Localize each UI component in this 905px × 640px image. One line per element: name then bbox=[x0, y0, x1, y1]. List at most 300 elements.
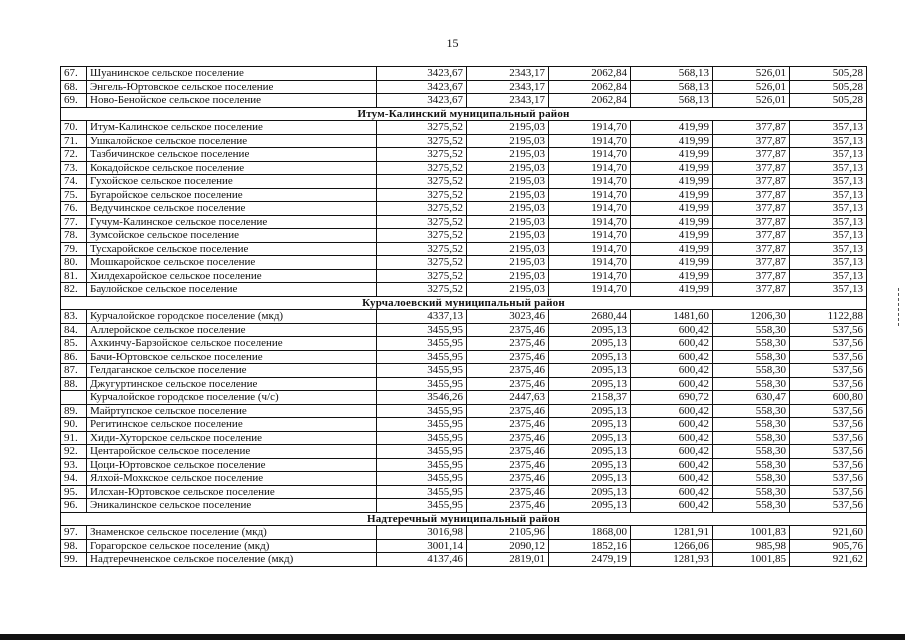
value-cell: 3455,95 bbox=[377, 377, 467, 391]
section-title: Надтеречный муниципальный район bbox=[61, 512, 867, 526]
row-number bbox=[61, 391, 87, 405]
value-cell: 357,13 bbox=[790, 121, 867, 135]
value-cell: 2375,46 bbox=[467, 458, 549, 472]
value-cell: 526,01 bbox=[713, 67, 790, 81]
value-cell: 3275,52 bbox=[377, 242, 467, 256]
value-cell: 2375,46 bbox=[467, 364, 549, 378]
scan-margin-marks bbox=[898, 288, 901, 326]
value-cell: 1868,00 bbox=[549, 526, 631, 540]
value-cell: 419,99 bbox=[631, 161, 713, 175]
settlement-name: Ахкинчу-Барзойское сельское поселение bbox=[87, 337, 377, 351]
value-cell: 1914,70 bbox=[549, 148, 631, 162]
value-cell: 3275,52 bbox=[377, 134, 467, 148]
value-cell: 1914,70 bbox=[549, 229, 631, 243]
value-cell: 3546,26 bbox=[377, 391, 467, 405]
value-cell: 357,13 bbox=[790, 188, 867, 202]
value-cell: 537,56 bbox=[790, 485, 867, 499]
value-cell: 2095,13 bbox=[549, 472, 631, 486]
value-cell: 2195,03 bbox=[467, 229, 549, 243]
value-cell: 1206,30 bbox=[713, 310, 790, 324]
value-cell: 2375,46 bbox=[467, 499, 549, 513]
value-cell: 419,99 bbox=[631, 215, 713, 229]
value-cell: 2158,37 bbox=[549, 391, 631, 405]
row-number: 92. bbox=[61, 445, 87, 459]
value-cell: 1914,70 bbox=[549, 188, 631, 202]
table-row bbox=[61, 391, 867, 405]
value-cell: 2195,03 bbox=[467, 148, 549, 162]
settlement-name: Гучум-Калинское сельское поселение bbox=[87, 215, 377, 229]
value-cell: 600,42 bbox=[631, 458, 713, 472]
value-cell: 357,13 bbox=[790, 229, 867, 243]
value-cell: 1281,93 bbox=[631, 553, 713, 567]
row-number: 69. bbox=[61, 94, 87, 108]
settlement-name: Энгель-Юртовское сельское поселение bbox=[87, 80, 377, 94]
value-cell: 2195,03 bbox=[467, 202, 549, 216]
row-number: 78. bbox=[61, 229, 87, 243]
settlement-name: Эникалинское сельское поселение bbox=[87, 499, 377, 513]
value-cell: 3275,52 bbox=[377, 283, 467, 297]
value-cell: 537,56 bbox=[790, 499, 867, 513]
value-cell: 1914,70 bbox=[549, 242, 631, 256]
value-cell: 419,99 bbox=[631, 175, 713, 189]
value-cell: 3275,52 bbox=[377, 161, 467, 175]
value-cell: 905,76 bbox=[790, 539, 867, 553]
value-cell: 1481,60 bbox=[631, 310, 713, 324]
value-cell: 558,30 bbox=[713, 364, 790, 378]
value-cell: 2375,46 bbox=[467, 377, 549, 391]
value-cell: 921,62 bbox=[790, 553, 867, 567]
settlement-name: Аллеройское сельское поселение bbox=[87, 323, 377, 337]
value-cell: 1001,85 bbox=[713, 553, 790, 567]
section-title: Курчалоевский муниципальный район bbox=[61, 296, 867, 310]
table-row bbox=[61, 94, 867, 108]
value-cell: 419,99 bbox=[631, 256, 713, 270]
value-cell: 2375,46 bbox=[467, 431, 549, 445]
settlement-name: Тусхаройское сельское поселение bbox=[87, 242, 377, 256]
value-cell: 3275,52 bbox=[377, 121, 467, 135]
value-cell: 568,13 bbox=[631, 94, 713, 108]
table-row bbox=[61, 310, 867, 324]
row-number: 87. bbox=[61, 364, 87, 378]
settlement-name: Надтеречненское сельское поселение (мкд) bbox=[87, 553, 377, 567]
row-number: 82. bbox=[61, 283, 87, 297]
table-row bbox=[61, 418, 867, 432]
value-cell: 2375,46 bbox=[467, 445, 549, 459]
value-cell: 419,99 bbox=[631, 188, 713, 202]
value-cell: 568,13 bbox=[631, 80, 713, 94]
value-cell: 357,13 bbox=[790, 269, 867, 283]
value-cell: 526,01 bbox=[713, 80, 790, 94]
value-cell: 419,99 bbox=[631, 134, 713, 148]
row-number: 72. bbox=[61, 148, 87, 162]
row-number: 97. bbox=[61, 526, 87, 540]
value-cell: 2375,46 bbox=[467, 472, 549, 486]
value-cell: 2195,03 bbox=[467, 188, 549, 202]
value-cell: 2195,03 bbox=[467, 242, 549, 256]
table-row bbox=[61, 553, 867, 567]
value-cell: 558,30 bbox=[713, 404, 790, 418]
value-cell: 3016,98 bbox=[377, 526, 467, 540]
value-cell: 3275,52 bbox=[377, 256, 467, 270]
settlement-name: Бачи-Юртовское сельское поселение bbox=[87, 350, 377, 364]
value-cell: 600,42 bbox=[631, 404, 713, 418]
table-row bbox=[61, 350, 867, 364]
value-cell: 537,56 bbox=[790, 418, 867, 432]
section-header-row bbox=[61, 296, 867, 310]
value-cell: 690,72 bbox=[631, 391, 713, 405]
value-cell: 558,30 bbox=[713, 350, 790, 364]
value-cell: 537,56 bbox=[790, 445, 867, 459]
settlement-name: Баулойское сельское поселение bbox=[87, 283, 377, 297]
value-cell: 377,87 bbox=[713, 202, 790, 216]
value-cell: 2195,03 bbox=[467, 175, 549, 189]
value-cell: 2343,17 bbox=[467, 80, 549, 94]
value-cell: 568,13 bbox=[631, 67, 713, 81]
settlement-name: Горагорское сельское поселение (мкд) bbox=[87, 539, 377, 553]
value-cell: 377,87 bbox=[713, 134, 790, 148]
value-cell: 357,13 bbox=[790, 215, 867, 229]
value-cell: 600,42 bbox=[631, 323, 713, 337]
value-cell: 377,87 bbox=[713, 121, 790, 135]
settlement-name: Цоци-Юртовское сельское поселение bbox=[87, 458, 377, 472]
value-cell: 537,56 bbox=[790, 431, 867, 445]
value-cell: 377,87 bbox=[713, 269, 790, 283]
table-row bbox=[61, 175, 867, 189]
table-row bbox=[61, 431, 867, 445]
value-cell: 1914,70 bbox=[549, 121, 631, 135]
table-row bbox=[61, 526, 867, 540]
value-cell: 600,42 bbox=[631, 472, 713, 486]
table-row bbox=[61, 80, 867, 94]
value-cell: 2095,13 bbox=[549, 499, 631, 513]
value-cell: 2095,13 bbox=[549, 458, 631, 472]
value-cell: 1122,88 bbox=[790, 310, 867, 324]
row-number: 93. bbox=[61, 458, 87, 472]
settlement-name: Ново-Бенойское сельское поселение bbox=[87, 94, 377, 108]
value-cell: 377,87 bbox=[713, 283, 790, 297]
value-cell: 2095,13 bbox=[549, 337, 631, 351]
value-cell: 600,42 bbox=[631, 499, 713, 513]
settlement-name: Зумсойское сельское поселение bbox=[87, 229, 377, 243]
value-cell: 526,01 bbox=[713, 94, 790, 108]
value-cell: 3423,67 bbox=[377, 67, 467, 81]
row-number: 80. bbox=[61, 256, 87, 270]
value-cell: 2195,03 bbox=[467, 283, 549, 297]
settlement-name: Знаменское сельское поселение (мкд) bbox=[87, 526, 377, 540]
value-cell: 558,30 bbox=[713, 472, 790, 486]
value-cell: 2095,13 bbox=[549, 404, 631, 418]
value-cell: 505,28 bbox=[790, 67, 867, 81]
table-row bbox=[61, 148, 867, 162]
value-cell: 3455,95 bbox=[377, 364, 467, 378]
value-cell: 921,60 bbox=[790, 526, 867, 540]
value-cell: 3455,95 bbox=[377, 485, 467, 499]
value-cell: 357,13 bbox=[790, 161, 867, 175]
value-cell: 3275,52 bbox=[377, 148, 467, 162]
value-cell: 1914,70 bbox=[549, 215, 631, 229]
value-cell: 377,87 bbox=[713, 175, 790, 189]
table-row bbox=[61, 242, 867, 256]
table-row bbox=[61, 202, 867, 216]
table-row bbox=[61, 134, 867, 148]
row-number: 99. bbox=[61, 553, 87, 567]
row-number: 75. bbox=[61, 188, 87, 202]
value-cell: 505,28 bbox=[790, 80, 867, 94]
row-number: 91. bbox=[61, 431, 87, 445]
row-number: 95. bbox=[61, 485, 87, 499]
value-cell: 2375,46 bbox=[467, 485, 549, 499]
value-cell: 419,99 bbox=[631, 202, 713, 216]
table-row bbox=[61, 404, 867, 418]
value-cell: 419,99 bbox=[631, 283, 713, 297]
value-cell: 600,42 bbox=[631, 337, 713, 351]
value-cell: 357,13 bbox=[790, 175, 867, 189]
value-cell: 3275,52 bbox=[377, 215, 467, 229]
value-cell: 377,87 bbox=[713, 242, 790, 256]
value-cell: 2095,13 bbox=[549, 323, 631, 337]
value-cell: 537,56 bbox=[790, 364, 867, 378]
value-cell: 1914,70 bbox=[549, 256, 631, 270]
table-row bbox=[61, 337, 867, 351]
settlement-name: Гухойское сельское поселение bbox=[87, 175, 377, 189]
settlement-name: Хиди-Хуторское сельское поселение bbox=[87, 431, 377, 445]
value-cell: 3001,14 bbox=[377, 539, 467, 553]
value-cell: 419,99 bbox=[631, 242, 713, 256]
value-cell: 2095,13 bbox=[549, 485, 631, 499]
table-row bbox=[61, 458, 867, 472]
value-cell: 2343,17 bbox=[467, 67, 549, 81]
table-row bbox=[61, 121, 867, 135]
value-cell: 1266,06 bbox=[631, 539, 713, 553]
value-cell: 537,56 bbox=[790, 337, 867, 351]
value-cell: 3275,52 bbox=[377, 188, 467, 202]
value-cell: 2095,13 bbox=[549, 431, 631, 445]
value-cell: 2343,17 bbox=[467, 94, 549, 108]
value-cell: 3455,95 bbox=[377, 418, 467, 432]
value-cell: 600,42 bbox=[631, 377, 713, 391]
value-cell: 1914,70 bbox=[549, 175, 631, 189]
table-row bbox=[61, 377, 867, 391]
table-row bbox=[61, 161, 867, 175]
value-cell: 1914,70 bbox=[549, 134, 631, 148]
table-row bbox=[61, 269, 867, 283]
table-row bbox=[61, 539, 867, 553]
row-number: 98. bbox=[61, 539, 87, 553]
value-cell: 1281,91 bbox=[631, 526, 713, 540]
value-cell: 357,13 bbox=[790, 283, 867, 297]
settlement-name: Джугуртинское сельское поселение bbox=[87, 377, 377, 391]
value-cell: 2195,03 bbox=[467, 256, 549, 270]
row-number: 68. bbox=[61, 80, 87, 94]
value-cell: 3423,67 bbox=[377, 94, 467, 108]
table-row bbox=[61, 256, 867, 270]
value-cell: 357,13 bbox=[790, 134, 867, 148]
value-cell: 537,56 bbox=[790, 404, 867, 418]
row-number: 89. bbox=[61, 404, 87, 418]
value-cell: 2195,03 bbox=[467, 134, 549, 148]
value-cell: 357,13 bbox=[790, 202, 867, 216]
value-cell: 3455,95 bbox=[377, 337, 467, 351]
value-cell: 2680,44 bbox=[549, 310, 631, 324]
value-cell: 630,47 bbox=[713, 391, 790, 405]
value-cell: 505,28 bbox=[790, 94, 867, 108]
table-row bbox=[61, 67, 867, 81]
value-cell: 4337,13 bbox=[377, 310, 467, 324]
value-cell: 600,42 bbox=[631, 485, 713, 499]
value-cell: 600,42 bbox=[631, 431, 713, 445]
value-cell: 419,99 bbox=[631, 229, 713, 243]
value-cell: 558,30 bbox=[713, 499, 790, 513]
settlement-name: Гелдаганское сельское поселение bbox=[87, 364, 377, 378]
settlement-name: Мошкаройское сельское поселение bbox=[87, 256, 377, 270]
value-cell: 2195,03 bbox=[467, 121, 549, 135]
section-title: Итум-Калинский муниципальный район bbox=[61, 107, 867, 121]
value-cell: 2195,03 bbox=[467, 269, 549, 283]
scan-bottom-edge bbox=[0, 634, 905, 640]
table-row bbox=[61, 499, 867, 513]
table-row bbox=[61, 445, 867, 459]
value-cell: 600,42 bbox=[631, 445, 713, 459]
value-cell: 3275,52 bbox=[377, 175, 467, 189]
row-number: 81. bbox=[61, 269, 87, 283]
row-number: 71. bbox=[61, 134, 87, 148]
table-row bbox=[61, 229, 867, 243]
settlement-name: Илсхан-Юртовское сельское поселение bbox=[87, 485, 377, 499]
value-cell: 377,87 bbox=[713, 148, 790, 162]
value-cell: 3023,46 bbox=[467, 310, 549, 324]
value-cell: 3455,95 bbox=[377, 431, 467, 445]
value-cell: 2375,46 bbox=[467, 418, 549, 432]
table-row bbox=[61, 472, 867, 486]
row-number: 76. bbox=[61, 202, 87, 216]
value-cell: 558,30 bbox=[713, 418, 790, 432]
value-cell: 3455,95 bbox=[377, 323, 467, 337]
value-cell: 558,30 bbox=[713, 445, 790, 459]
row-number: 74. bbox=[61, 175, 87, 189]
page-number: 15 bbox=[446, 36, 459, 50]
value-cell: 419,99 bbox=[631, 121, 713, 135]
row-number: 85. bbox=[61, 337, 87, 351]
value-cell: 1852,16 bbox=[549, 539, 631, 553]
value-cell: 3423,67 bbox=[377, 80, 467, 94]
settlement-name: Ялхой-Мохкское сельское поселение bbox=[87, 472, 377, 486]
value-cell: 2195,03 bbox=[467, 161, 549, 175]
table-row bbox=[61, 188, 867, 202]
value-cell: 537,56 bbox=[790, 377, 867, 391]
value-cell: 2095,13 bbox=[549, 445, 631, 459]
section-header-row bbox=[61, 512, 867, 526]
value-cell: 2095,13 bbox=[549, 350, 631, 364]
value-cell: 537,56 bbox=[790, 323, 867, 337]
tariff-table bbox=[60, 66, 867, 567]
value-cell: 2095,13 bbox=[549, 364, 631, 378]
value-cell: 357,13 bbox=[790, 242, 867, 256]
settlement-name: Шуанинское сельское поселение bbox=[87, 67, 377, 81]
value-cell: 377,87 bbox=[713, 256, 790, 270]
settlement-name: Кокадойское сельское поселение bbox=[87, 161, 377, 175]
row-number: 73. bbox=[61, 161, 87, 175]
value-cell: 2447,63 bbox=[467, 391, 549, 405]
value-cell: 2819,01 bbox=[467, 553, 549, 567]
value-cell: 3455,95 bbox=[377, 458, 467, 472]
table-row bbox=[61, 323, 867, 337]
table-row bbox=[61, 485, 867, 499]
value-cell: 600,42 bbox=[631, 418, 713, 432]
value-cell: 3455,95 bbox=[377, 404, 467, 418]
value-cell: 2062,84 bbox=[549, 94, 631, 108]
value-cell: 537,56 bbox=[790, 472, 867, 486]
settlement-name: Ушкалойское сельское поселение bbox=[87, 134, 377, 148]
value-cell: 558,30 bbox=[713, 337, 790, 351]
settlement-name: Майртупское сельское поселение bbox=[87, 404, 377, 418]
value-cell: 2095,13 bbox=[549, 377, 631, 391]
value-cell: 3275,52 bbox=[377, 229, 467, 243]
settlement-name: Итум-Калинское сельское поселение bbox=[87, 121, 377, 135]
value-cell: 419,99 bbox=[631, 148, 713, 162]
value-cell: 2090,12 bbox=[467, 539, 549, 553]
value-cell: 3455,95 bbox=[377, 499, 467, 513]
row-number: 94. bbox=[61, 472, 87, 486]
row-number: 84. bbox=[61, 323, 87, 337]
value-cell: 4137,46 bbox=[377, 553, 467, 567]
value-cell: 600,42 bbox=[631, 350, 713, 364]
row-number: 90. bbox=[61, 418, 87, 432]
row-number: 77. bbox=[61, 215, 87, 229]
value-cell: 1914,70 bbox=[549, 161, 631, 175]
section-header-row bbox=[61, 107, 867, 121]
value-cell: 1914,70 bbox=[549, 283, 631, 297]
value-cell: 377,87 bbox=[713, 215, 790, 229]
value-cell: 985,98 bbox=[713, 539, 790, 553]
row-number: 83. bbox=[61, 310, 87, 324]
value-cell: 2105,96 bbox=[467, 526, 549, 540]
settlement-name: Бугаройское сельское поселение bbox=[87, 188, 377, 202]
table-row bbox=[61, 283, 867, 297]
settlement-name: Курчалойское городское поселение (ч/с) bbox=[87, 391, 377, 405]
value-cell: 558,30 bbox=[713, 458, 790, 472]
value-cell: 419,99 bbox=[631, 269, 713, 283]
row-number: 79. bbox=[61, 242, 87, 256]
value-cell: 2375,46 bbox=[467, 337, 549, 351]
value-cell: 2375,46 bbox=[467, 323, 549, 337]
value-cell: 537,56 bbox=[790, 458, 867, 472]
row-number: 96. bbox=[61, 499, 87, 513]
value-cell: 2195,03 bbox=[467, 215, 549, 229]
value-cell: 2479,19 bbox=[549, 553, 631, 567]
settlement-name: Центаройское сельское поселение bbox=[87, 445, 377, 459]
value-cell: 3275,52 bbox=[377, 269, 467, 283]
settlement-name: Хилдехаройское сельское поселение bbox=[87, 269, 377, 283]
value-cell: 600,80 bbox=[790, 391, 867, 405]
value-cell: 1914,70 bbox=[549, 269, 631, 283]
value-cell: 558,30 bbox=[713, 377, 790, 391]
value-cell: 558,30 bbox=[713, 323, 790, 337]
value-cell: 2062,84 bbox=[549, 80, 631, 94]
value-cell: 558,30 bbox=[713, 431, 790, 445]
value-cell: 3275,52 bbox=[377, 202, 467, 216]
value-cell: 2375,46 bbox=[467, 404, 549, 418]
value-cell: 1914,70 bbox=[549, 202, 631, 216]
row-number: 86. bbox=[61, 350, 87, 364]
value-cell: 600,42 bbox=[631, 364, 713, 378]
settlement-name: Регитинское сельское поселение bbox=[87, 418, 377, 432]
value-cell: 357,13 bbox=[790, 148, 867, 162]
value-cell: 1001,83 bbox=[713, 526, 790, 540]
table-row bbox=[61, 364, 867, 378]
value-cell: 377,87 bbox=[713, 161, 790, 175]
settlement-name: Ведучинское сельское поселение bbox=[87, 202, 377, 216]
value-cell: 357,13 bbox=[790, 256, 867, 270]
